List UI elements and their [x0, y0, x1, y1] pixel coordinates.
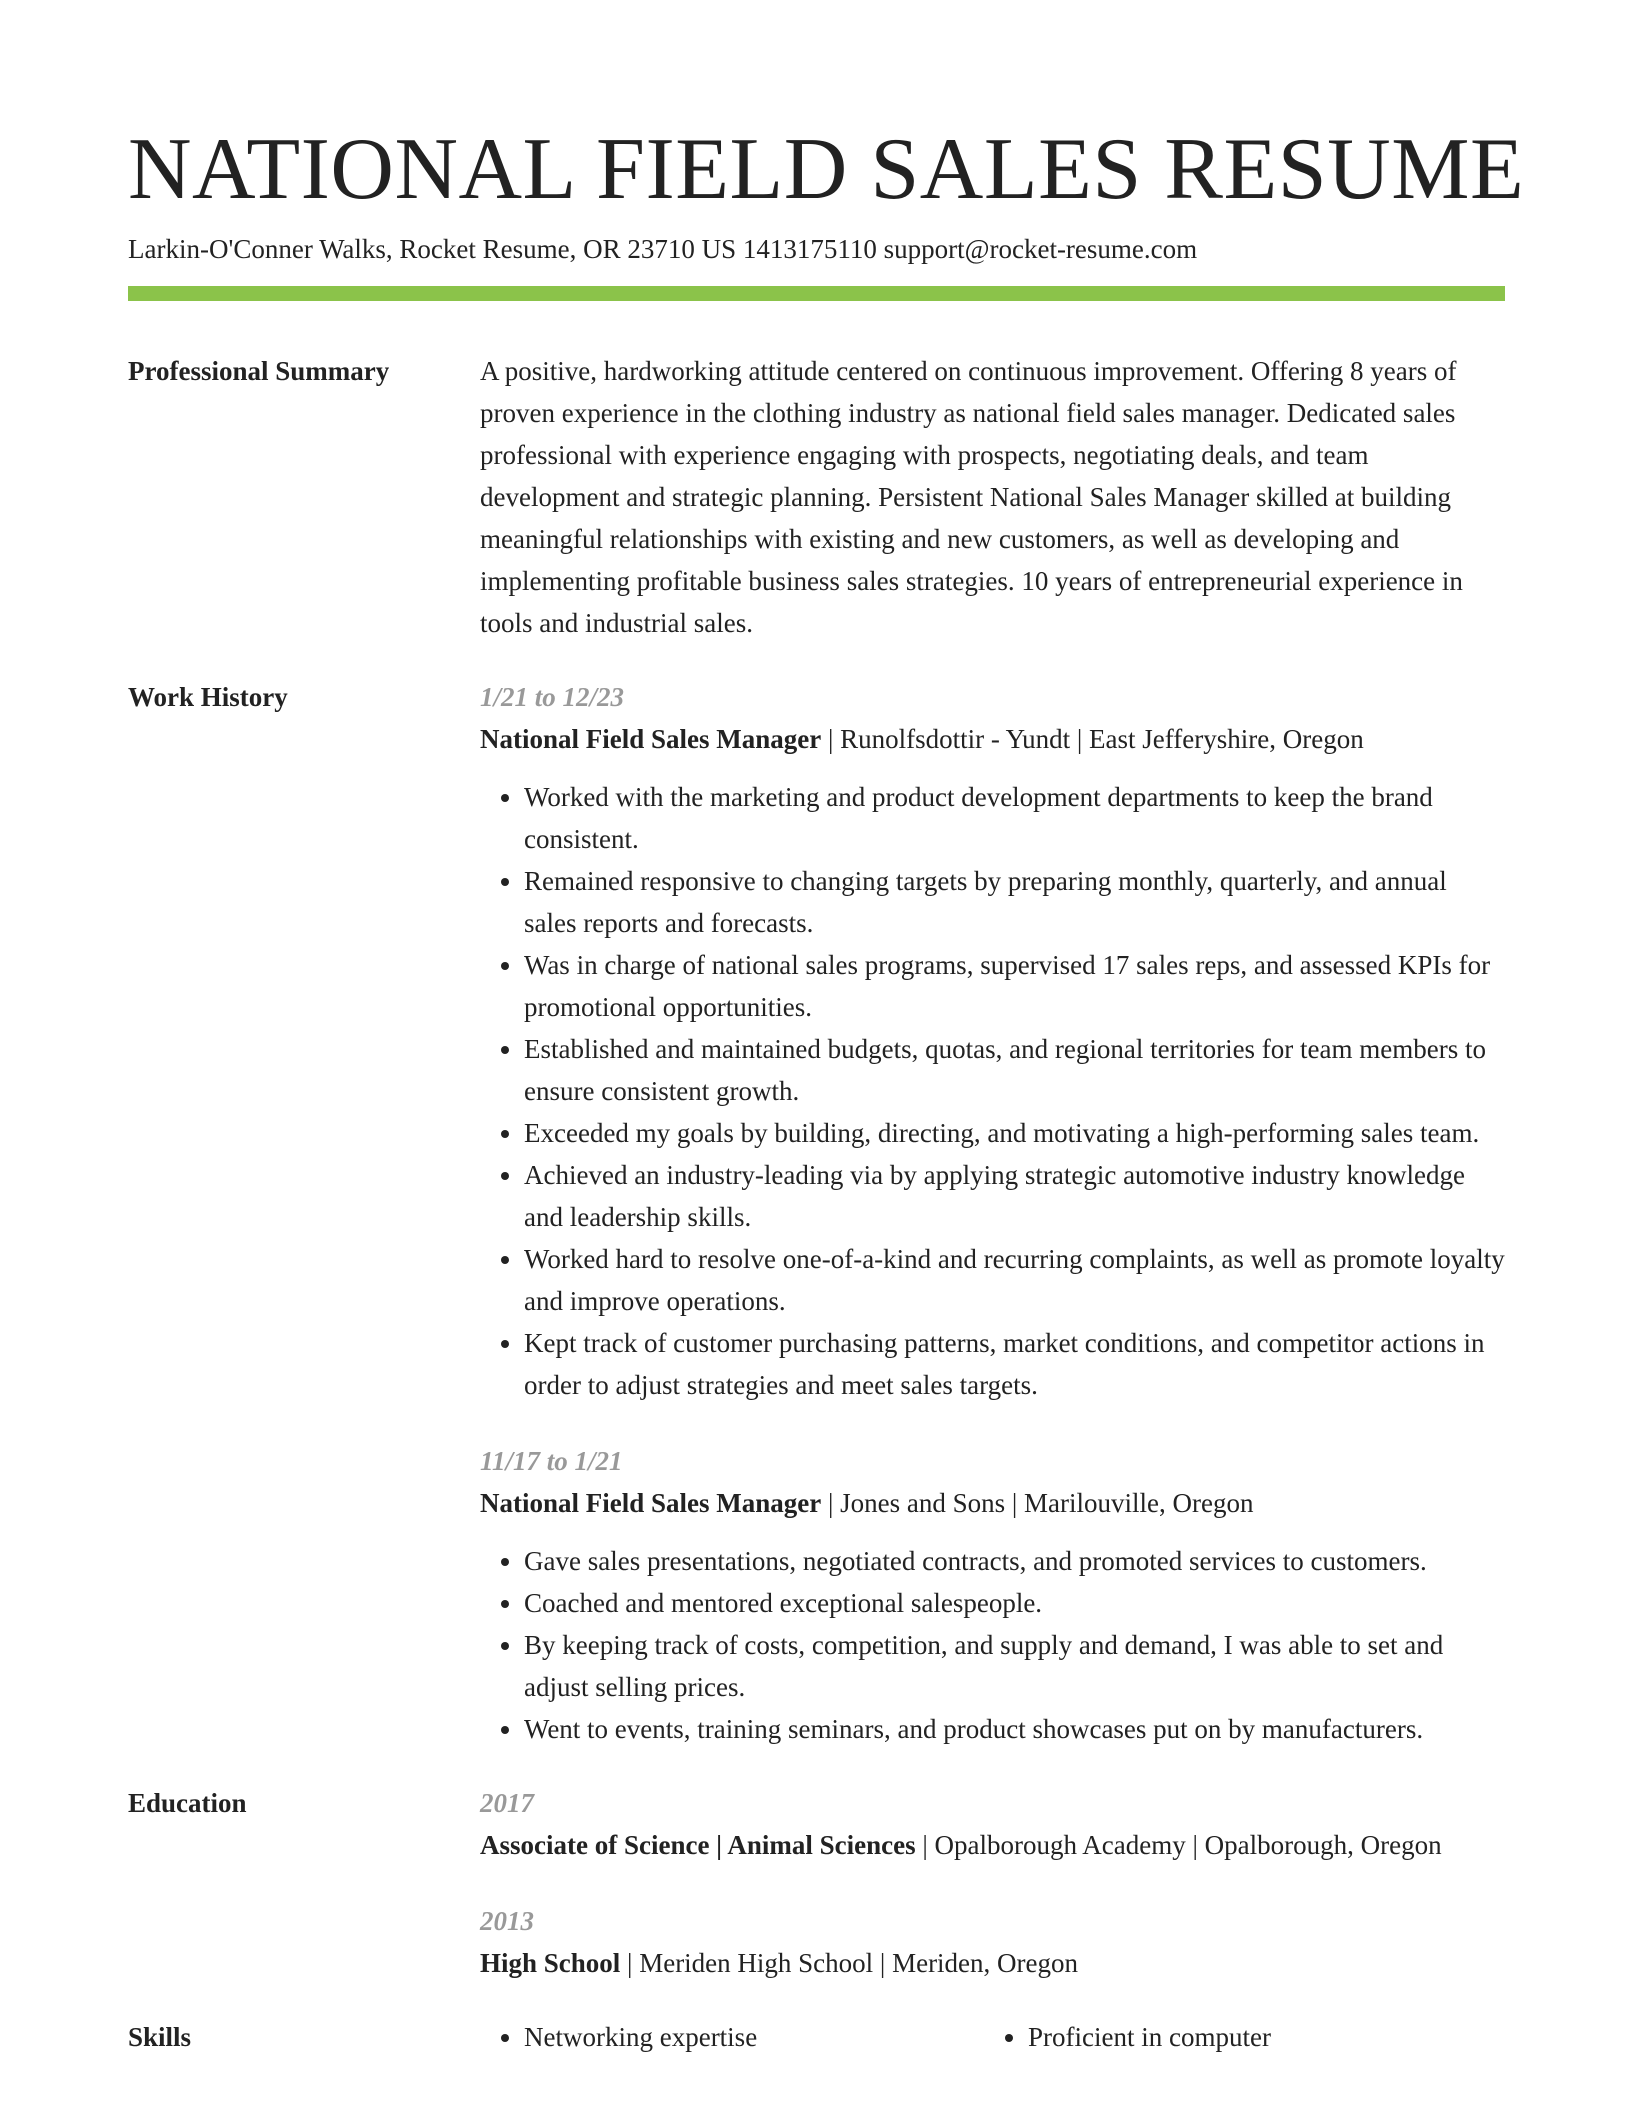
education-entry [480, 1782, 1505, 1866]
skills-column-1 [480, 2016, 984, 2058]
bullet-item: • Worked with the marketing and product development departments to keep the brand consistent. [524, 776, 1505, 860]
bullet-item: • Established and maintained budgets, quotas, and regional territories for team members to ensure consistent growth. [524, 1028, 1505, 1112]
section-label-summary: Professional Summary [128, 356, 390, 386]
work-entry [480, 676, 1505, 1406]
education-entry-heading [480, 1824, 1505, 1866]
bullet-item: • Remained responsive to changing targets by preparing monthly, quarterly, and annual sales reports and forecasts. [524, 860, 1505, 944]
education-entry-heading [480, 1942, 1505, 1984]
bullet-item: • Worked hard to resolve one-of-a-kind and recurring complaints, as well as promote loyalty and improve operations. [524, 1238, 1505, 1322]
work-entry-date: 1/21 to 12/23 [480, 682, 625, 712]
summary-section [128, 350, 1505, 644]
work-entry-title: National Field Sales Manager [480, 1488, 822, 1518]
page-title: NATIONAL FIELD SALES RESUME [128, 121, 1525, 218]
bullet-item: • By keeping track of costs, competition, and supply and demand, I was able to set and adjust selling prices. [524, 1624, 1505, 1708]
skill-item: • Proficient in computer [1028, 2016, 1488, 2058]
resume-sections [128, 350, 1505, 2090]
work-entry-date: 11/17 to 1/21 [480, 1446, 623, 1476]
work-entry-bullets [480, 776, 1505, 1406]
bullet-item: • Achieved an industry-leading via by applying strategic automotive industry knowledge and leadership skills. [524, 1154, 1505, 1238]
work-entry-heading [480, 1482, 1505, 1524]
bullet-item: • Went to events, training seminars, and product showcases put on by manufacturers. [524, 1708, 1505, 1750]
skills-body [480, 2016, 1505, 2058]
section-label-education: Education [128, 1788, 247, 1818]
work-history-body [480, 676, 1505, 1750]
accent-divider [128, 286, 1505, 301]
education-section [128, 1782, 1505, 1984]
work-entry-bullets [480, 1540, 1505, 1750]
bullet-item: • Was in charge of national sales programs, supervised 17 sales reps, and assessed KPIs for promotional opportunities. [524, 944, 1505, 1028]
education-entry-title: High School [480, 1948, 621, 1978]
summary-body [480, 350, 1505, 644]
summary-text: A positive, hardworking attitude centered on continuous improvement. Offering 8 years of proven experience in the clothing industry as national field sales manager. Dedicated sales professional with experience engaging with prospects, negotiating deals, and team development and strategic planning. Persistent National Sales Manager skilled at building meaningful relationships with existing and new customers, as well as developing and implementing profitable business sales strategies. 10 years of entrepreneurial experience in tools and industrial sales. [480, 356, 1463, 638]
bullet-item: • Exceeded my goals by building, directing, and motivating a high-performing sales team. [524, 1112, 1505, 1154]
education-entry-detail: | Meriden High School | Meriden, Oregon [620, 1948, 1079, 1978]
skills-section [128, 2016, 1505, 2058]
section-label-skills: Skills [128, 2022, 192, 2052]
work-entry [480, 1440, 1505, 1750]
skills-column-2 [984, 2016, 1488, 2058]
section-label-work-history: Work History [128, 682, 288, 712]
bullet-item: • Coached and mentored exceptional salespeople. [524, 1582, 1505, 1624]
bullet-item: • Kept track of customer purchasing patterns, market conditions, and competitor actions in order to adjust strategies and meet sales targets. [524, 1322, 1505, 1406]
education-entry [480, 1900, 1505, 1984]
work-entry-title: National Field Sales Manager [480, 724, 822, 754]
work-entry-heading [480, 718, 1505, 760]
work-entry-detail: | Jones and Sons | Marilouville, Oregon [821, 1488, 1254, 1518]
education-entry-date: 2017 [480, 1788, 534, 1818]
education-body [480, 1782, 1505, 1984]
bullet-item: • Gave sales presentations, negotiated contracts, and promoted services to customers. [524, 1540, 1505, 1582]
work-entry-detail: | Runolfsdottir - Yundt | East Jefferyshire, Oregon [821, 724, 1364, 754]
education-entry-title: Associate of Science | Animal Sciences [480, 1830, 916, 1860]
education-entry-date: 2013 [480, 1906, 534, 1936]
work-history-section [128, 676, 1505, 1750]
education-entry-detail: | Opalborough Academy | Opalborough, Oregon [915, 1830, 1442, 1860]
skill-item: • Networking expertise [524, 2016, 984, 2058]
contact-line: Larkin-O'Conner Walks, Rocket Resume, OR 23710 US 1413175110 support@rocket-resume.com [128, 234, 1198, 264]
